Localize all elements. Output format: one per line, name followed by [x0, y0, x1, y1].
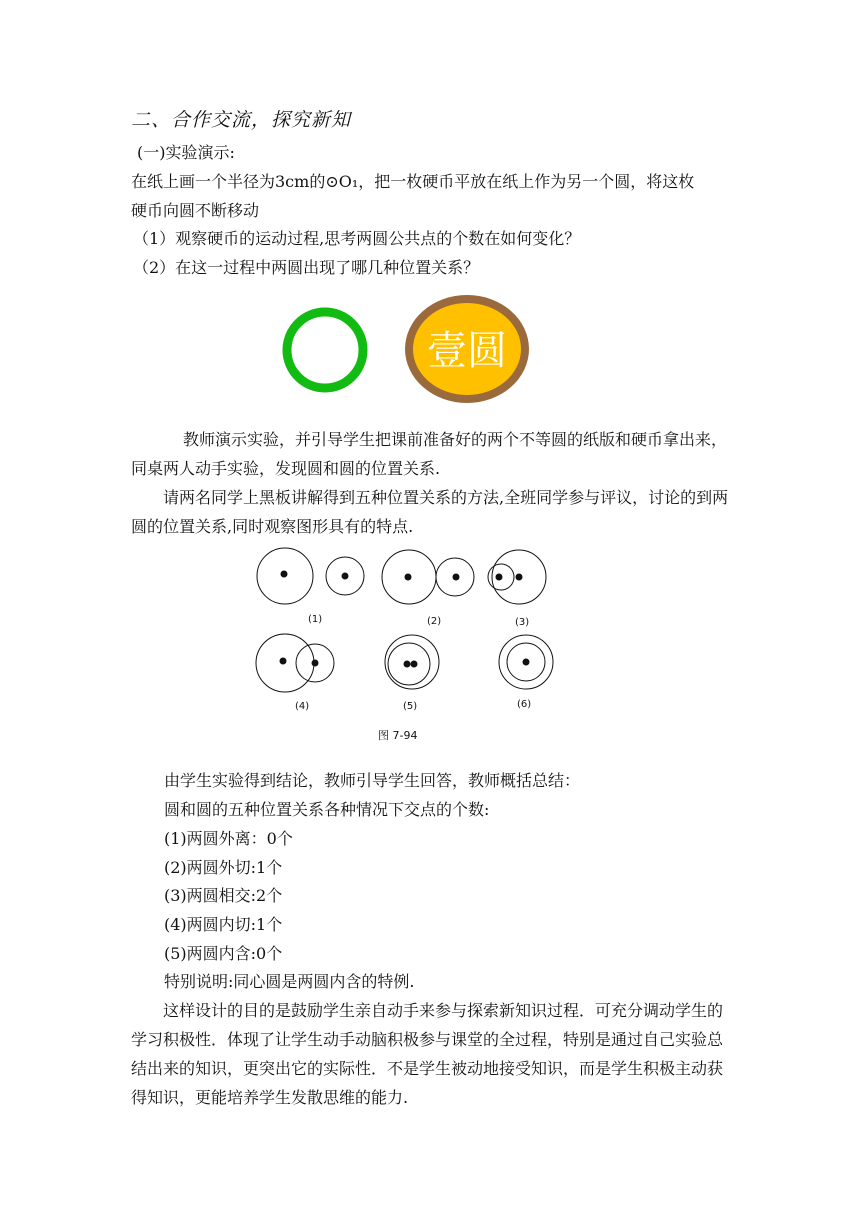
case-item-4: (4)两圆内切:1个	[164, 915, 283, 934]
figure-caption: 图 7-94	[378, 729, 418, 742]
figure-2-centers	[405, 574, 460, 581]
design-purpose-paragraph: 这样设计的目的是鼓励学生亲自动手来参与探索新知识过程．可充分调动学生的学习积极性．体现了让学生动手动脑积极参与课堂的全过程，特别是通过自己实验总结出来的知识，更突出它的实际性．不是学生被动地接受知识，而是学生积极主动获得知识，更能培养学生发散思维的能力.	[131, 1001, 724, 1107]
intro-line-1: 在纸上画一个半径为3cm的⊙O₁，把一枚硬币平放在纸上作为另一个圆，将这枚	[131, 172, 695, 191]
case-item-2: (2)两圆外切:1个	[164, 858, 283, 877]
section-heading: 二、合作交流，探究新知	[131, 109, 352, 131]
case-item-1: (1)两圆外离：0个	[164, 829, 293, 848]
coin-illustration	[270, 290, 540, 410]
figure-label-1: (1)	[308, 614, 323, 625]
figure-3-centers	[496, 574, 523, 581]
figure-6-center	[523, 659, 530, 666]
figure-1-centers	[281, 571, 349, 580]
question-1: （1）观察硬币的运动过程,思考两圆公共点的个数在如何变化？	[133, 229, 581, 248]
students-paragraph: 请两名同学上黑板讲解得到五种位置关系的方法,全班同学参与评议，讨论的到两圆的位置关系,同时观察图形具有的特点.	[131, 488, 729, 536]
figure-label-4: (4)	[295, 701, 310, 712]
coin-text: 壹圆	[427, 328, 507, 374]
green-ring	[287, 312, 363, 388]
figure-4-internally-tangent	[256, 634, 334, 692]
figure-label-6: (6)	[517, 699, 532, 710]
conclusion-title: 圆和圆的五种位置关系各种情况下交点的个数:	[164, 800, 490, 819]
figure-label-5: (5)	[403, 701, 418, 712]
case-item-5: (5)两圆内含:0个	[164, 944, 283, 963]
figure-label-2: (2)	[427, 616, 442, 627]
conclusion-intro: 由学生实验得到结论，教师引导学生回答，教师概括总结：	[164, 771, 581, 790]
question-2: （2）在这一过程中两圆出现了哪几种位置关系？	[133, 258, 480, 277]
circle-positions-figure	[245, 540, 575, 725]
figure-5-centers	[404, 661, 418, 668]
figure-2-externally-tangent	[382, 550, 474, 604]
figure-label-3: (3)	[515, 617, 530, 628]
teacher-demo-paragraph: 教师演示实验，并引导学生把课前准备好的两个不等圆的纸版和硬币拿出来，同桌两人动手实验，发现圆和圆的位置关系.	[131, 430, 728, 478]
case-item-3: (3)两圆相交:2个	[164, 886, 283, 905]
subheading: (一)实验演示:	[137, 143, 235, 162]
figure-4-centers	[280, 658, 319, 667]
intro-line-2: 硬币向圆不断移动	[131, 201, 260, 220]
special-note: 特别说明:同心圆是两圆内含的特例.	[164, 972, 415, 991]
